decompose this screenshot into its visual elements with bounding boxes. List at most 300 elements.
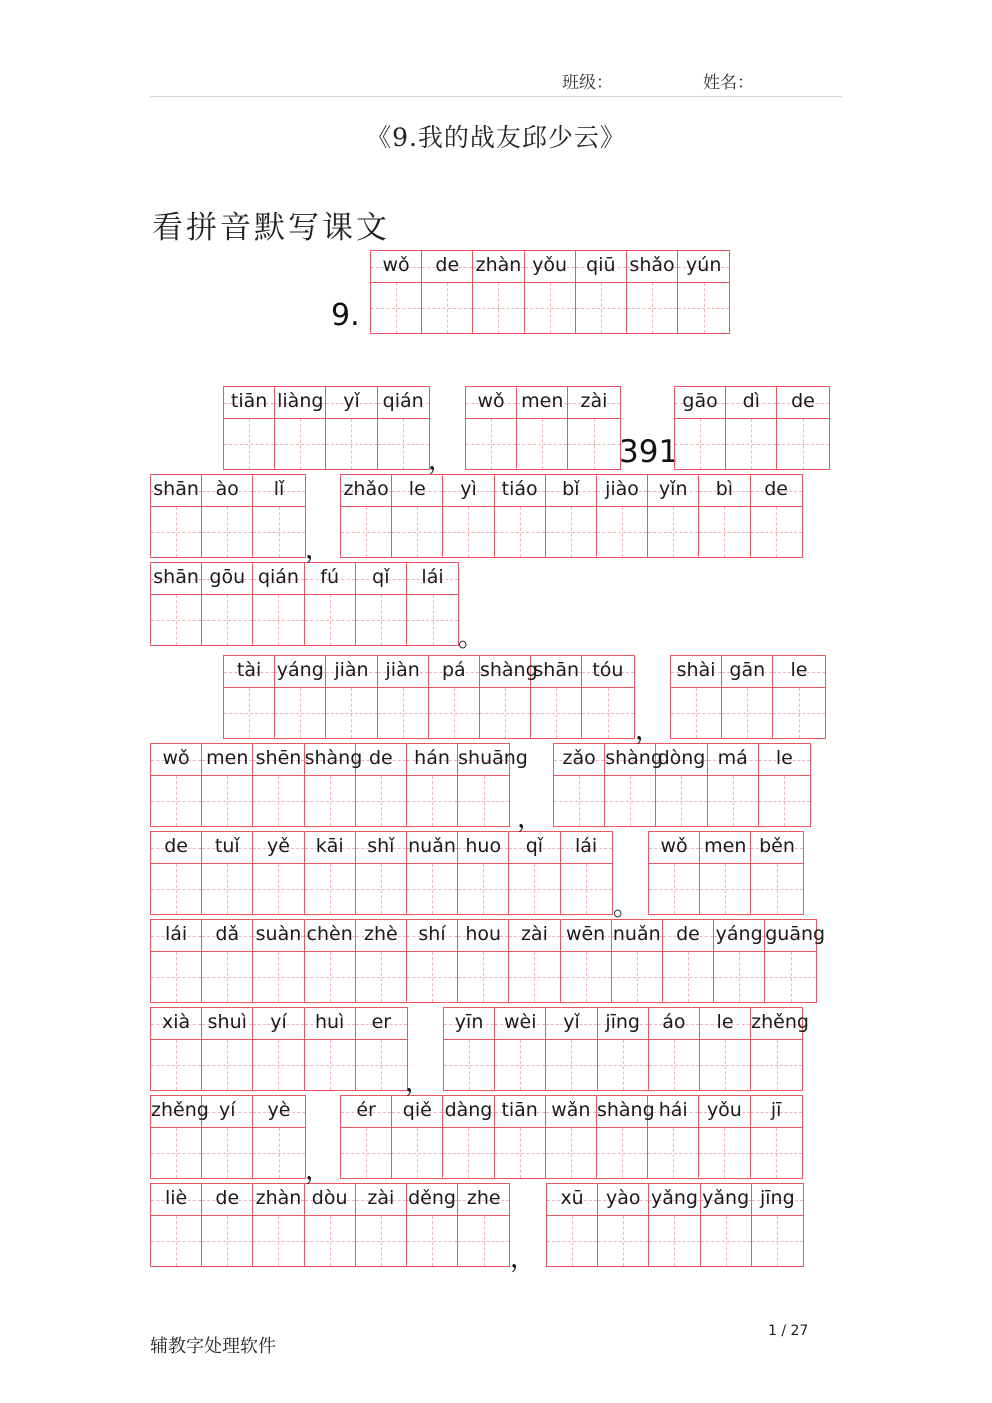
char-cell [525, 251, 576, 333]
char-cell [612, 920, 663, 1002]
pinyin-grid [150, 1183, 510, 1267]
writing-box [356, 1040, 407, 1090]
pinyin-grid [465, 386, 621, 470]
pinyin-syllable: yáng [715, 923, 763, 945]
pinyin-row [378, 387, 429, 419]
char-cell [151, 744, 202, 826]
pinyin-syllable: yún [686, 254, 722, 276]
char-cell [305, 1184, 356, 1266]
pinyin-row [407, 920, 457, 952]
pinyin-row [305, 1184, 355, 1216]
pinyin-syllable: tiān [501, 1099, 538, 1121]
char-cell [605, 744, 663, 826]
pinyin-syllable: děng [408, 1187, 456, 1209]
char-cell [649, 832, 700, 914]
punctuation-mark: ， [635, 716, 662, 746]
pinyin-row [656, 744, 706, 776]
writing-box [326, 688, 376, 738]
writing-box [202, 1216, 252, 1266]
writing-box [598, 1040, 648, 1090]
pinyin-row [751, 832, 802, 864]
writing-box [151, 507, 201, 557]
punctuation-mark: ， [305, 535, 332, 565]
pinyin-row [525, 251, 575, 283]
writing-box [773, 688, 824, 738]
pinyin-grid [150, 562, 459, 646]
pinyin-row [275, 387, 325, 419]
writing-box [151, 776, 201, 826]
writing-box [275, 419, 325, 469]
pinyin-syllable: áo [662, 1011, 686, 1033]
pinyin-syllable: shuì [207, 1011, 247, 1033]
pinyin-row [151, 920, 201, 952]
pinyin-row [509, 832, 559, 864]
char-cell [202, 920, 253, 1002]
char-cell [304, 744, 363, 826]
writing-box [597, 1128, 647, 1178]
char-cell [275, 656, 326, 738]
char-cell [649, 1008, 700, 1090]
writing-box [202, 776, 252, 826]
char-cell [202, 475, 253, 557]
writing-box [700, 864, 750, 914]
pinyin-syllable: guāng [765, 923, 826, 945]
char-cell [656, 744, 707, 826]
char-cell [648, 475, 699, 557]
writing-box [253, 507, 304, 557]
char-cell [714, 920, 765, 1002]
pinyin-syllable: le [408, 478, 426, 500]
pinyin-syllable: tóu [592, 659, 624, 681]
char-cell [708, 744, 759, 826]
writing-box [751, 1128, 802, 1178]
pinyin-row [392, 1096, 442, 1128]
pinyin-row [765, 920, 826, 952]
char-cell [663, 920, 714, 1002]
pinyin-syllable: lái [574, 835, 598, 857]
pinyin-syllable: dǎ [215, 923, 240, 945]
pinyin-row [356, 832, 406, 864]
pinyin-row [443, 1096, 493, 1128]
pinyin-syllable: tiān [230, 390, 268, 412]
writing-box [726, 419, 776, 469]
pinyin-row [429, 656, 479, 688]
writing-box [458, 864, 508, 914]
pinyin-syllable: dì [742, 390, 760, 412]
pinyin-syllable: xū [560, 1187, 584, 1209]
pinyin-syllable: qǐ [372, 566, 390, 588]
punctuation-mark: ， [510, 1244, 537, 1274]
char-cell [547, 1184, 598, 1266]
char-cell [751, 1096, 802, 1178]
pinyin-syllable: shí [418, 923, 446, 945]
pinyin-row [649, 1184, 699, 1216]
char-cell [531, 656, 582, 738]
char-cell [627, 251, 678, 333]
pinyin-syllable: de [676, 923, 700, 945]
char-cell [202, 563, 253, 645]
writing-box [392, 1128, 442, 1178]
writing-box [407, 1216, 457, 1266]
writing-box [305, 776, 355, 826]
pinyin-syllable: jīng [605, 1011, 640, 1033]
writing-box [701, 1216, 751, 1266]
pinyin-row [253, 920, 303, 952]
pinyin-syllable: lái [164, 923, 188, 945]
char-cell [675, 387, 726, 469]
char-cell [701, 1184, 752, 1266]
pinyin-grid [150, 1007, 408, 1091]
char-cell [224, 656, 275, 738]
char-cell [253, 1008, 304, 1090]
char-cell [151, 1184, 202, 1266]
pinyin-syllable: shuāng [458, 747, 528, 769]
pinyin-row [202, 920, 252, 952]
writing-box [202, 864, 252, 914]
char-cell [378, 387, 429, 469]
inline-number: 391 [619, 434, 679, 470]
char-cell [576, 251, 627, 333]
writing-box [568, 419, 619, 469]
char-cell [443, 475, 494, 557]
writing-box [708, 776, 758, 826]
pinyin-row [598, 1184, 648, 1216]
pinyin-row [378, 656, 428, 688]
pinyin-syllable: zài [580, 390, 608, 412]
writing-box [224, 419, 274, 469]
pinyin-syllable: qián [257, 566, 299, 588]
writing-box [546, 507, 596, 557]
char-cell [473, 251, 524, 333]
writing-box [356, 1216, 406, 1266]
writing-box [392, 507, 442, 557]
char-cell [509, 832, 560, 914]
char-cell [356, 744, 407, 826]
pinyin-syllable: tiáo [501, 478, 538, 500]
pinyin-syllable: le [775, 747, 793, 769]
writing-box [407, 952, 457, 1002]
pinyin-row [699, 1096, 749, 1128]
pinyin-syllable: jiàn [334, 659, 369, 681]
char-cell [326, 387, 377, 469]
writing-box [649, 1040, 699, 1090]
pinyin-row [598, 1008, 648, 1040]
pinyin-row [777, 387, 828, 419]
pinyin-syllable: wǒ [477, 390, 505, 412]
writing-box [253, 595, 303, 645]
header-divider [150, 96, 842, 97]
pinyin-syllable: yǎng [650, 1187, 698, 1209]
pinyin-syllable: wǒ [162, 747, 190, 769]
pinyin-row [151, 1184, 201, 1216]
pinyin-syllable: gān [729, 659, 766, 681]
pinyin-row [356, 563, 406, 595]
char-cell [356, 563, 407, 645]
pinyin-syllable: men [206, 747, 249, 769]
pinyin-syllable: nuǎn [612, 923, 661, 945]
pinyin-row [773, 656, 824, 688]
char-cell [751, 475, 802, 557]
pinyin-syllable: yīn [454, 1011, 484, 1033]
pinyin-grid [340, 474, 803, 558]
pinyin-row [304, 744, 363, 776]
pinyin-row [253, 832, 303, 864]
writing-box [458, 1216, 509, 1266]
punctuation-mark: 。 [613, 892, 640, 922]
pinyin-syllable: jiàn [385, 659, 420, 681]
writing-box [253, 864, 303, 914]
pinyin-syllable: shàng [605, 747, 663, 769]
pinyin-syllable: yǐn [658, 478, 688, 500]
pinyin-syllable: qiū [586, 254, 616, 276]
pinyin-row [751, 1008, 809, 1040]
char-cell [699, 1096, 750, 1178]
pinyin-row [546, 1096, 596, 1128]
pinyin-syllable: yì [460, 478, 477, 500]
pinyin-row [202, 744, 252, 776]
char-cell [648, 1096, 699, 1178]
writing-box [700, 1040, 750, 1090]
pinyin-row [356, 920, 406, 952]
pinyin-syllable: wēn [565, 923, 606, 945]
char-cell [596, 1096, 655, 1178]
pinyin-syllable: men [704, 835, 747, 857]
writing-box [525, 283, 575, 333]
pinyin-row [597, 475, 647, 507]
pinyin-syllable: shān [153, 478, 199, 500]
pinyin-row [568, 387, 619, 419]
pinyin-row [392, 475, 442, 507]
pinyin-syllable: shài [676, 659, 716, 681]
char-cell [356, 1184, 407, 1266]
pinyin-syllable: jīng [760, 1187, 795, 1209]
pinyin-syllable: yí [270, 1011, 287, 1033]
char-cell [151, 920, 202, 1002]
pinyin-row [407, 1184, 457, 1216]
writing-box [656, 776, 706, 826]
pinyin-grid [150, 919, 826, 1003]
pinyin-syllable: zài [367, 1187, 395, 1209]
pinyin-syllable: liàng [277, 390, 324, 412]
char-cell [458, 1184, 509, 1266]
pinyin-syllable: wǒ [382, 254, 410, 276]
pinyin-row [700, 1008, 750, 1040]
writing-box [407, 595, 458, 645]
writing-box [224, 688, 274, 738]
writing-box [495, 507, 545, 557]
pinyin-row [444, 1008, 494, 1040]
pinyin-row [678, 251, 729, 283]
char-cell [341, 475, 392, 557]
pinyin-syllable: de [215, 1187, 240, 1209]
writing-box [561, 864, 612, 914]
writing-box [422, 283, 472, 333]
pinyin-row [202, 832, 252, 864]
char-cell [568, 387, 619, 469]
pinyin-row [576, 251, 626, 283]
writing-box [648, 507, 698, 557]
pinyin-row [561, 920, 611, 952]
pinyin-syllable: huo [465, 835, 502, 857]
writing-box [473, 283, 523, 333]
char-cell [546, 1096, 597, 1178]
char-cell [305, 1008, 356, 1090]
pinyin-grid [674, 386, 830, 470]
pinyin-row [224, 656, 274, 688]
writing-box [495, 1040, 545, 1090]
writing-box [458, 952, 508, 1002]
writing-box [356, 952, 406, 1002]
software-label: 辅教字处理软件 [150, 1336, 276, 1357]
pinyin-syllable: de [791, 390, 815, 412]
writing-box [151, 1128, 201, 1178]
char-cell [253, 920, 304, 1002]
char-cell [582, 656, 633, 738]
pinyin-row [722, 656, 772, 688]
pinyin-syllable: qǐ [525, 835, 544, 857]
writing-box [305, 1216, 355, 1266]
writing-box [253, 952, 303, 1002]
writing-box [429, 688, 479, 738]
writing-box [356, 595, 406, 645]
pinyin-row [407, 744, 457, 776]
pinyin-syllable: suàn [255, 923, 302, 945]
char-cell [356, 920, 407, 1002]
pinyin-row [582, 656, 633, 688]
writing-box [699, 507, 749, 557]
pinyin-syllable: shàng [479, 659, 538, 681]
char-cell [378, 656, 429, 738]
pinyin-syllable: shēn [255, 747, 302, 769]
pinyin-syllable: shān [533, 659, 580, 681]
writing-box [751, 1040, 802, 1090]
writing-box [202, 1128, 252, 1178]
pinyin-syllable: chèn [306, 923, 353, 945]
pinyin-grid [223, 386, 430, 470]
pinyin-syllable: shàng [596, 1099, 655, 1121]
pinyin-syllable: tuǐ [214, 835, 240, 857]
pinyin-row [341, 1096, 391, 1128]
writing-box [151, 952, 201, 1002]
char-cell [509, 920, 560, 1002]
pinyin-syllable: běn [759, 835, 795, 857]
char-cell [407, 563, 458, 645]
pinyin-syllable: liè [164, 1187, 188, 1209]
pinyin-row [752, 1184, 803, 1216]
writing-box [202, 595, 252, 645]
pinyin-syllable: zhěng [751, 1011, 809, 1033]
pinyin-row [151, 832, 201, 864]
pinyin-row [422, 251, 472, 283]
char-cell [253, 475, 304, 557]
pinyin-syllable: er [371, 1011, 392, 1033]
writing-box [480, 688, 530, 738]
char-cell [751, 1008, 809, 1090]
writing-box [305, 864, 355, 914]
writing-box [561, 952, 611, 1002]
pinyin-syllable: zhěng [151, 1099, 209, 1121]
writing-box [356, 864, 406, 914]
char-cell [443, 1096, 494, 1178]
pinyin-row [305, 920, 355, 952]
pinyin-syllable: yǒu [706, 1099, 742, 1121]
pinyin-row [649, 832, 699, 864]
writing-box [378, 419, 429, 469]
pinyin-syllable: tài [236, 659, 262, 681]
pinyin-row [151, 475, 201, 507]
pinyin-row [151, 744, 201, 776]
pinyin-row [356, 1184, 406, 1216]
pinyin-syllable: má [717, 747, 748, 769]
pinyin-row [253, 475, 304, 507]
char-cell [495, 475, 546, 557]
pinyin-grid [150, 743, 528, 827]
pinyin-row [605, 744, 663, 776]
char-cell [700, 832, 751, 914]
writing-box [151, 1216, 201, 1266]
pinyin-row [202, 475, 252, 507]
pinyin-row [305, 832, 355, 864]
pinyin-row [224, 387, 274, 419]
writing-box [582, 688, 633, 738]
pinyin-syllable: zhe [466, 1187, 501, 1209]
pinyin-syllable: jiào [605, 478, 639, 500]
char-cell [458, 920, 509, 1002]
char-cell [422, 251, 473, 333]
pinyin-row [305, 1008, 355, 1040]
writing-box [714, 952, 764, 1002]
pinyin-row [253, 1008, 303, 1040]
char-cell [773, 656, 824, 738]
pinyin-row [509, 920, 559, 952]
pinyin-row [751, 1096, 802, 1128]
pinyin-syllable: ào [215, 478, 239, 500]
writing-box [341, 1128, 391, 1178]
pinyin-syllable: gāo [682, 390, 718, 412]
writing-box [752, 1216, 803, 1266]
writing-box [777, 419, 828, 469]
pinyin-grid [150, 1095, 306, 1179]
char-cell [356, 1008, 407, 1090]
pinyin-syllable: wǒ [660, 835, 688, 857]
pinyin-syllable: yǒu [532, 254, 568, 276]
pinyin-syllable: pá [441, 659, 466, 681]
char-cell [407, 744, 458, 826]
pinyin-row [458, 832, 508, 864]
pinyin-grid [546, 1183, 804, 1267]
pinyin-row [151, 1096, 209, 1128]
punctuation-mark: ， [517, 804, 544, 834]
writing-box [253, 1040, 303, 1090]
char-cell [341, 1096, 392, 1178]
char-cell [726, 387, 777, 469]
char-cell [202, 744, 253, 826]
char-cell [700, 1008, 751, 1090]
pinyin-grid [150, 831, 613, 915]
pinyin-row [253, 1096, 304, 1128]
writing-box [531, 688, 581, 738]
char-cell [202, 1184, 253, 1266]
writing-box [517, 419, 567, 469]
char-cell [151, 1096, 209, 1178]
writing-box [407, 776, 457, 826]
char-cell [202, 1008, 253, 1090]
char-cell [699, 475, 750, 557]
char-cell [759, 744, 810, 826]
writing-box [722, 688, 772, 738]
char-cell [561, 920, 612, 1002]
pinyin-row [495, 1096, 545, 1128]
